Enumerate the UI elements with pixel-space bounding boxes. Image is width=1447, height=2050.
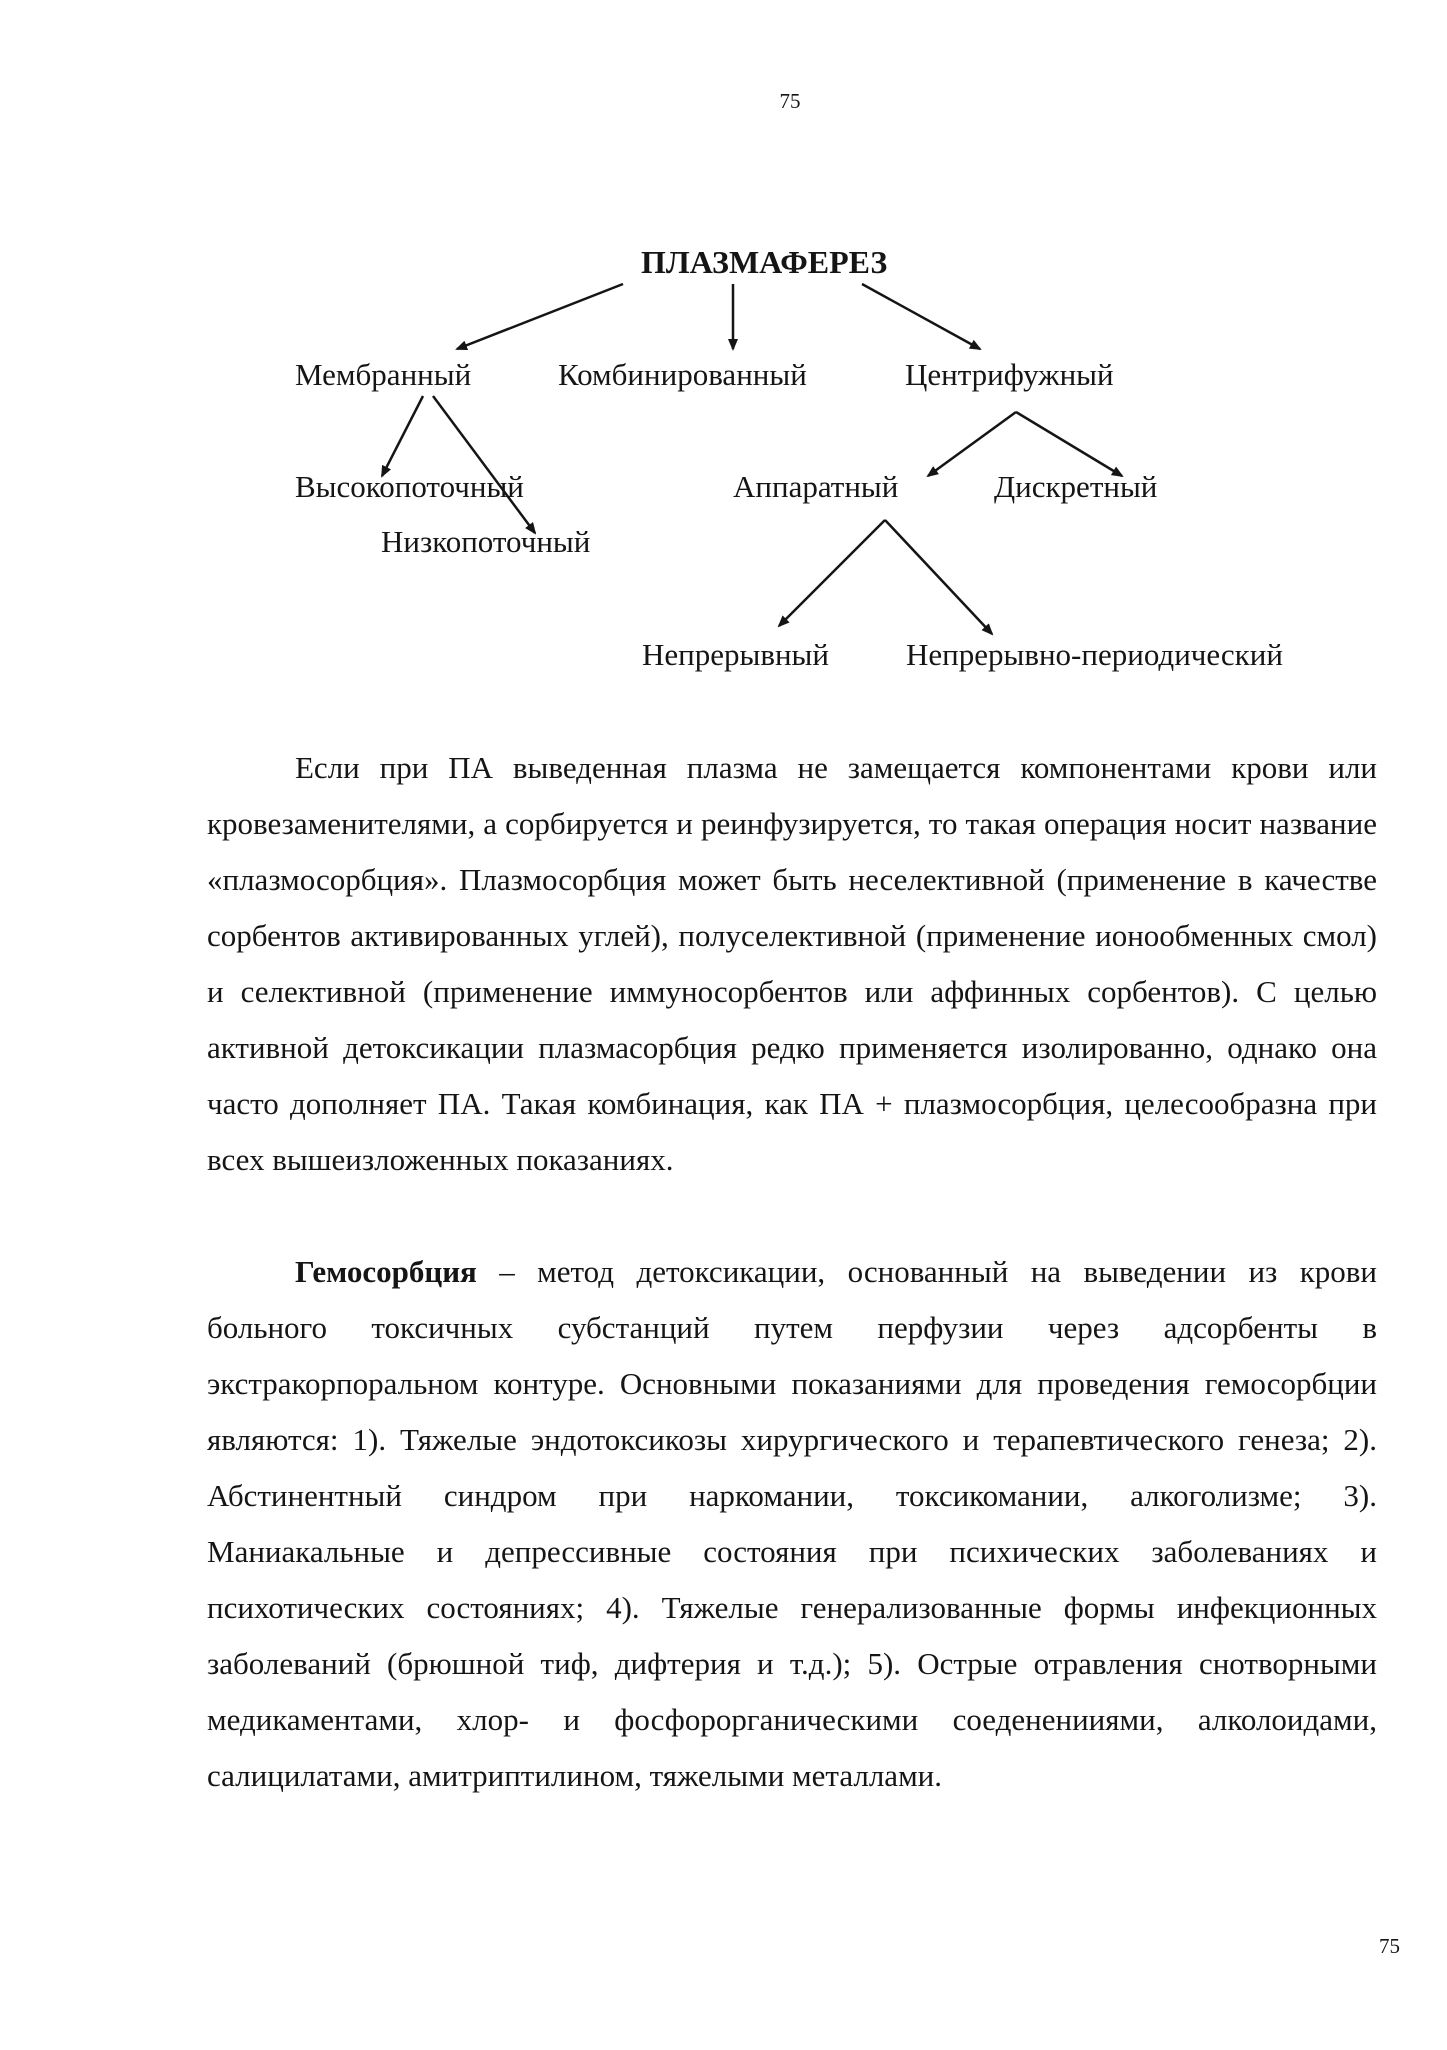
arrow-apparatus-to-continuous (779, 520, 885, 626)
body-paragraph-plasmasorption: Если при ПА выведенная плазма не замещается компонентами крови или кровезаменителями, а сорбируется и реинфузируется, то такая операция носит название «плазмосорбция». Плазмосорбция может быть неселективной (применение в качестве сорбентов активированных углей), полуселективной (применение ионообменных смол) и селективной (применение иммуносорбентов или аффинных сорбентов). С целью активной детоксикации плазмасорбция редко применяется изолированно, однако она часто дополняет ПА. Такая комбинация, как ПА + плазмосорбция, целесообразна при всех вышеизложенных показаниях. (207, 750, 1377, 1177)
diagram-node-low-flow: Низкопоточный (381, 524, 591, 559)
diagram-node-continuous-periodic: Непрерывно-периодический (906, 637, 1283, 672)
page-number-top: 75 (779, 89, 801, 113)
diagram-node-discrete: Дискретный (994, 469, 1158, 504)
arrow-membrane-to-high-flow (382, 396, 423, 476)
term-hemosorption: Гемосорбция (295, 1254, 477, 1289)
arrow-centrifuge-to-discrete (1016, 412, 1122, 476)
arrow-membrane-to-low-flow (433, 396, 535, 533)
body-paragraph-hemosorption (207, 1244, 1377, 1804)
arrow-centrifuge-to-apparatus (928, 412, 1016, 476)
diagram-node-high-flow: Высокопоточный (295, 469, 524, 504)
diagram-node-membrane: Мембранный (295, 357, 472, 392)
arrow-apparatus-to-periodic (885, 520, 992, 634)
diagram-node-centrifuge: Центрифужный (905, 357, 1114, 392)
arrow-root-to-membrane (457, 284, 623, 349)
diagram-node-combined: Комбинированный (558, 357, 807, 392)
diagram-node-apparatus: Аппаратный (733, 469, 899, 504)
page-number-bottom: 75 (1379, 1934, 1400, 1958)
hemosorption-definition: – метод детоксикации, основанный на выведении из крови больного токсичных субстанций путем перфузии через адсорбенты в экстракорпоральном контуре. Основными показаниями для проведения гемосорбции являются: 1). Тяжелые эндотоксикозы хирургического и терапевтического генеза; 2). Абстинентный синдром при наркомании, токсикомании, алкоголизме; 3). Маниакальные и депрессивные состояния при психических заболеваниях и психотических состояниях; 4). Тяжелые генерализованные формы инфекционных заболеваний (брюшной тиф, дифтерия и т.д.); 5). Острые отравления снотворными медикаментами, хлор- и фосфорорганическими соедененииями, алколоидами, салицилатами, амитриптилином, тяжелыми металлами. (207, 1254, 1377, 1793)
diagram-node-continuous: Непрерывный (642, 637, 829, 672)
diagram-root-node: ПЛАЗМАФЕРЕЗ (641, 244, 888, 280)
arrow-root-to-centrifuge (862, 284, 980, 349)
